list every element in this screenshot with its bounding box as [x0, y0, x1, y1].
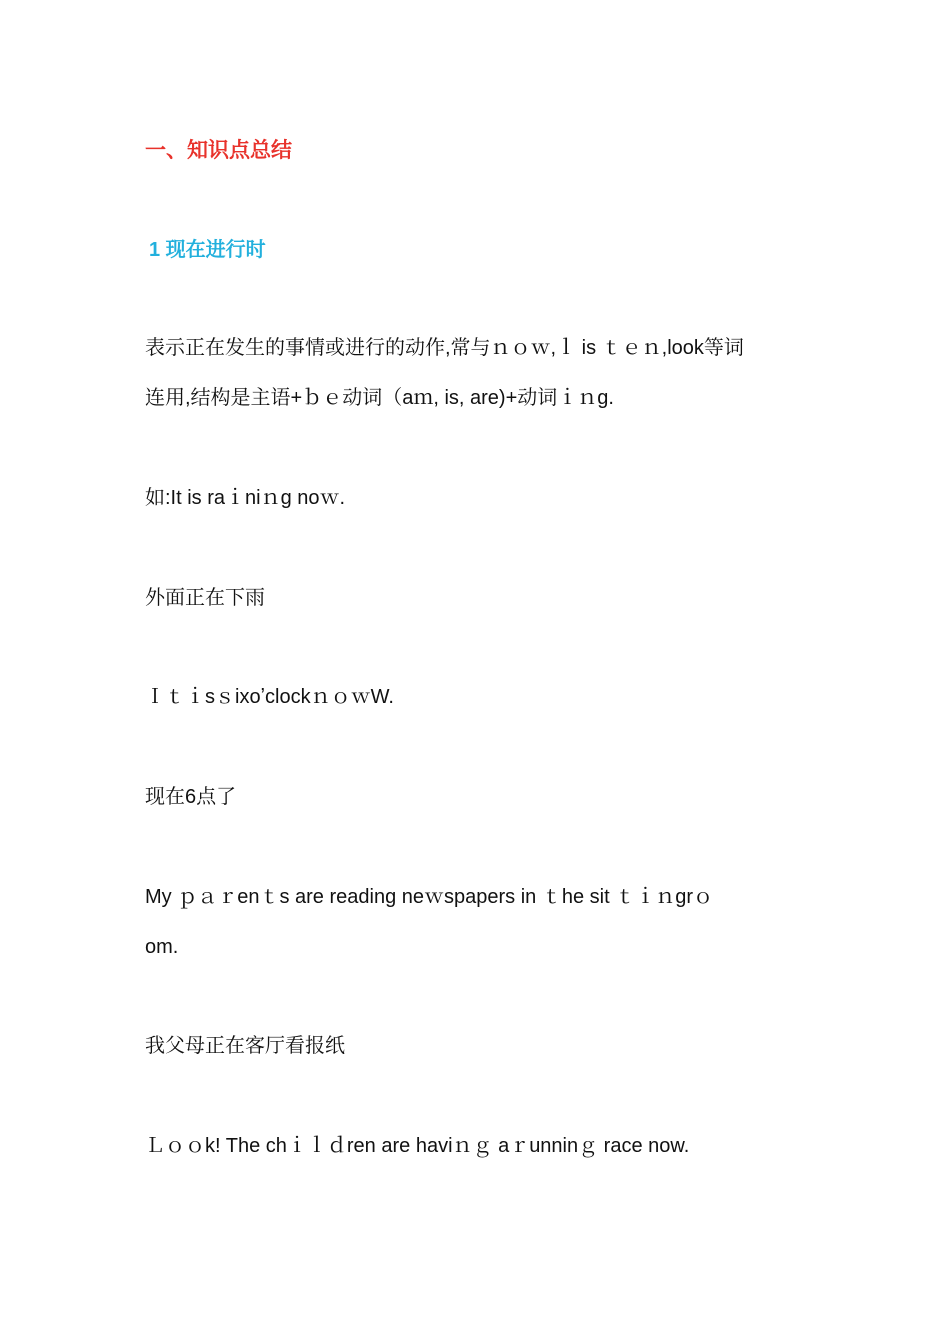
description-line-1: 表示正在发生的事情或进行的动作,常与ｎｏｗ,ｌ is ｔｅｎ,look等词 [145, 337, 744, 359]
description-line-2: 连用,结构是主语+ｂｅ动词（aｍ, is, are)+动词ｉｎg. [145, 387, 614, 409]
example-2-chinese: 现在6点了 [145, 786, 237, 808]
example-2-english: ＩｔｉsｓixoʼclockｎｏｗW. [145, 686, 394, 708]
example-3-english-line-2: om. [145, 936, 179, 958]
example-1-english: 如:It is raｉniｎg noｗ. [145, 487, 346, 509]
subsection-heading: 1 现在进行时 [149, 239, 266, 261]
example-1-chinese: 外面正在下雨 [145, 587, 265, 609]
section-heading: 一、知识点总结 [145, 139, 292, 162]
example-4-english: Ｌｏｏk! The chｉｌｄren are haviｎｇ aｒunninｇ race now. [145, 1135, 690, 1157]
example-3-english-line-1: My ｐａｒenｔs are reading neｗspapers in ｔhe sit ｔｉｎgrｏ [145, 886, 713, 908]
example-3-chinese: 我父母正在客厅看报纸 [145, 1035, 345, 1057]
